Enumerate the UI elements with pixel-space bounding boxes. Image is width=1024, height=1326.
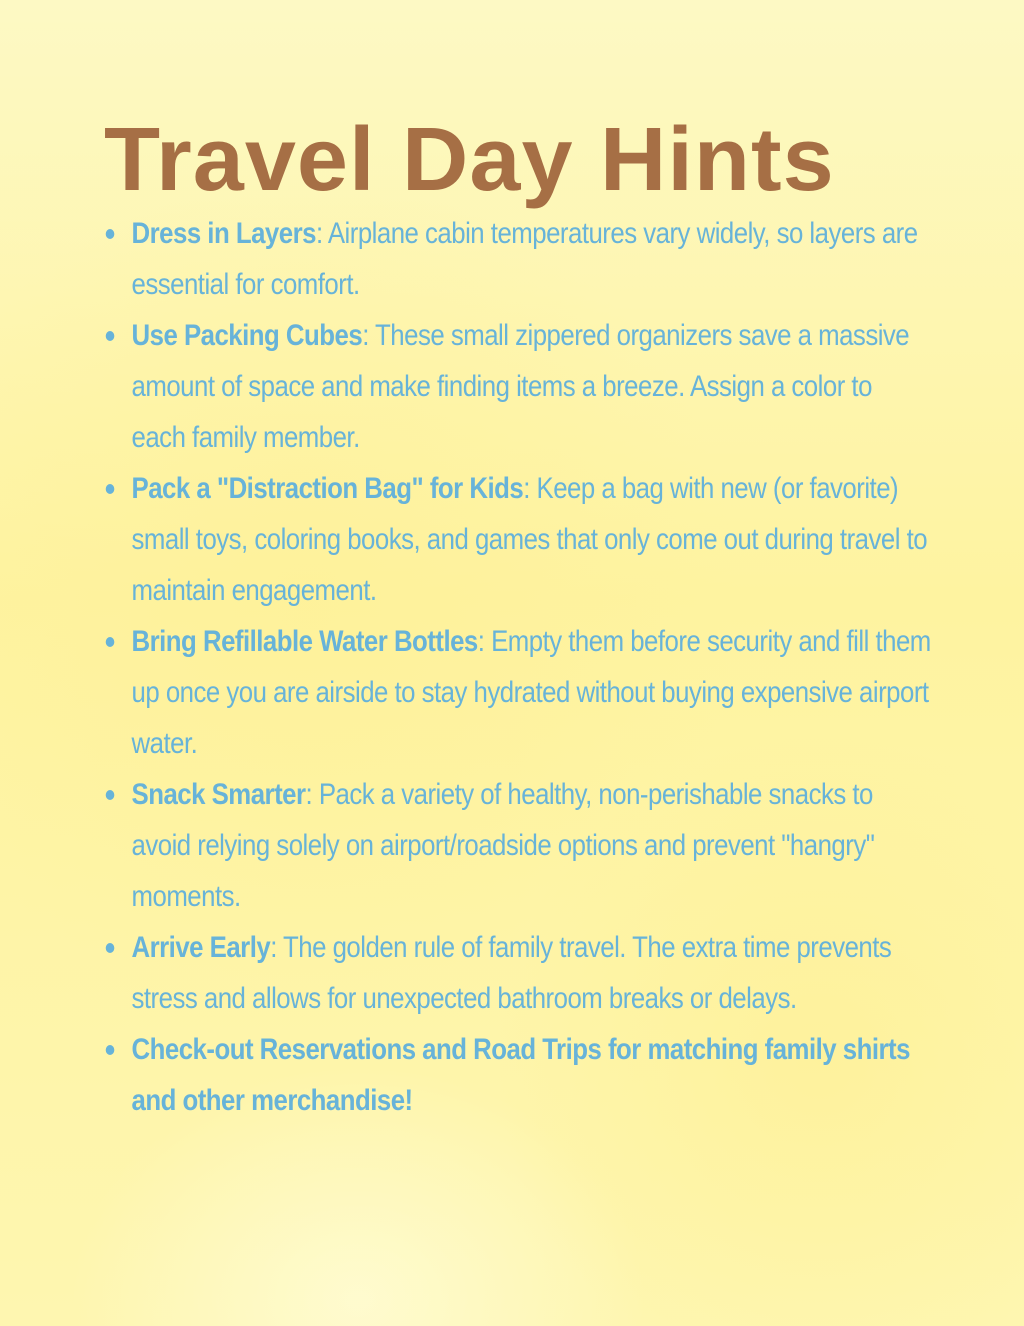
hint-label: Snack Smarter bbox=[131, 778, 306, 811]
bullet-icon bbox=[106, 790, 115, 800]
hint-label: Bring Refillable Water Bottles bbox=[131, 625, 478, 658]
hint-item-distraction-bag bbox=[104, 463, 931, 616]
hint-label: Arrive Early bbox=[131, 931, 271, 964]
hint-separator: : bbox=[523, 472, 537, 505]
hint-separator: : bbox=[305, 778, 319, 811]
hint-separator: : bbox=[315, 217, 328, 250]
bullet-icon bbox=[106, 331, 115, 341]
hint-body: These small zippered organizers save a massive amount of space and make finding items a breeze. Assign a color to each family member. bbox=[131, 319, 910, 454]
hint-body: Empty them before security and fill them up once you are airside to stay hydrated without buying expensive airport water. bbox=[131, 625, 931, 760]
hint-item-dress-in-layers bbox=[104, 208, 931, 310]
bullet-icon bbox=[106, 943, 115, 953]
hints-list bbox=[104, 208, 931, 1126]
page-title: Travel Day Hints bbox=[104, 110, 835, 210]
hint-item-arrive-early bbox=[104, 922, 931, 1024]
bullet-icon bbox=[106, 229, 115, 239]
bullet-icon bbox=[106, 484, 115, 494]
hint-label: Pack a "Distraction Bag" for Kids bbox=[131, 472, 524, 505]
hint-separator: : bbox=[477, 625, 492, 658]
hint-body: The golden rule of family travel. The extra time prevents stress and allows for unexpected bathroom breaks or delays. bbox=[131, 931, 892, 1015]
hint-item-water-bottles bbox=[104, 616, 931, 769]
hint-separator: : bbox=[362, 319, 376, 352]
hint-label: Use Packing Cubes bbox=[131, 319, 363, 352]
hint-item-merchandise-promo bbox=[104, 1024, 931, 1126]
hint-label: Dress in Layers bbox=[131, 217, 316, 250]
bullet-icon bbox=[106, 1045, 115, 1055]
bullet-icon bbox=[106, 637, 115, 647]
hint-body: Airplane cabin temperatures vary widely, so layers are essential for comfort. bbox=[131, 217, 918, 301]
hint-item-packing-cubes bbox=[104, 310, 931, 463]
hint-body: Pack a variety of healthy, non-perishable snacks to avoid relying solely on airport/roadside options and prevent "hangry" moments. bbox=[131, 778, 875, 913]
hint-item-snack-smarter bbox=[104, 769, 931, 922]
hint-body: Keep a bag with new (or favorite) small toys, coloring books, and games that only come out during travel to maintain engagement. bbox=[131, 472, 928, 607]
hint-separator: : bbox=[270, 931, 284, 964]
promo-text: Check-out Reservations and Road Trips for matching family shirts and other merchandise! bbox=[131, 1033, 910, 1117]
